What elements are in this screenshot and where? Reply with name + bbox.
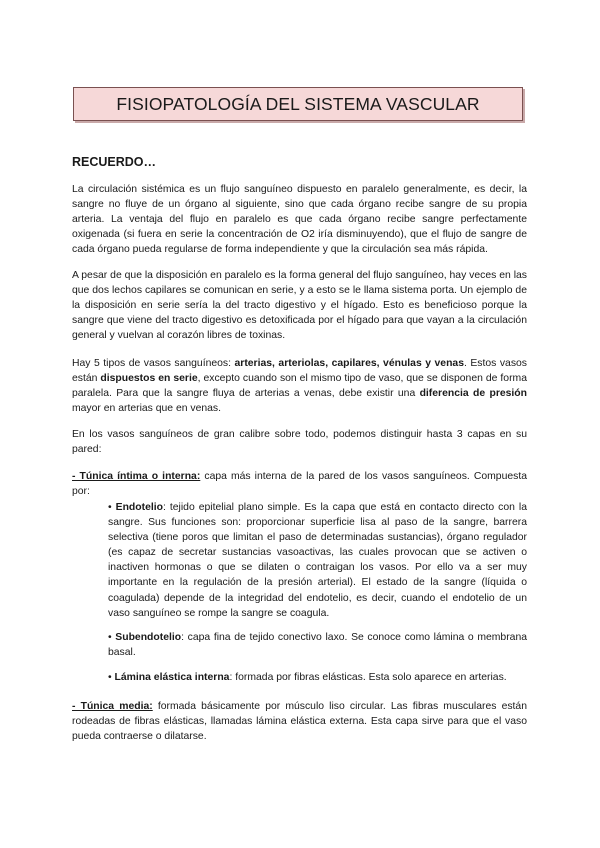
subendotelio-label: Subendotelio (115, 632, 182, 643)
bullet-endotelio (108, 500, 527, 621)
text-run: . Estos vasos están (72, 358, 527, 385)
text-run: , excepto cuando son el mismo tipo de vaso, que se disponen de forma paralela. Para que la sangre fluya de arterias a venas, debe existir una (72, 373, 527, 400)
paragraph-circulacion: La circulación sistémica es un flujo sanguíneo dispuesto en paralelo generalmente, es decir, la sangre no fluye de un órgano al siguiente, sino que cada órgano recibe sangre de su propia arteria. La ventaja del flujo en paralelo es que cada órgano recibe sangre perfectamente oxigenada (si fuera en serie la concentración de O2 iría disminuyendo), que el flujo de sangre de cada órgano pueda regularse de forma independiente y que la circulación sea más rápida. (72, 184, 527, 256)
tunica-intima-label (72, 471, 200, 482)
bold-run: dispuestos en serie (100, 373, 198, 385)
page-title: FISIOPATOLOGÍA DEL SISTEMA VASCULAR (116, 93, 480, 114)
paragraph-sistema-porta: A pesar de que la disposición en paralelo es la forma general del flujo sanguíneo, hay veces en las que dos lechos capilares se comunican en serie, y a esto se le llama sistema porta. Un ejemplo de la disposición en serie sería la del tracto digestivo y el hígado. Esto es beneficioso porque la sangre que viene del tracto digestivo es detoxificada por el hígado para que vayan a la circulación general y vuelvan al corazón libres de toxinas. (72, 270, 527, 342)
tunica-media-label (72, 701, 153, 712)
subendotelio-text: : capa fina de tejido conectivo laxo. Se conoce como lámina o membrana basal. (108, 632, 527, 659)
tunica-intima-label-text: - Túnica íntima o interna: (72, 471, 201, 482)
text-run: mayor en arterias que en venas. (72, 403, 222, 415)
bullet-lamina-elastica (108, 670, 527, 685)
paragraph-capas: En los vasos sanguíneos de gran calibre sobre todo, podemos distinguir hasta 3 capas en su pared: (72, 429, 527, 456)
bullet-icon: • (108, 502, 112, 513)
bold-run: diferencia de presión (419, 388, 528, 400)
bold-run: arterias, arteriolas, capilares, vénulas y venas (234, 358, 464, 369)
bullet-icon: • (108, 672, 112, 683)
tunica-media-label-text: - Túnica media: (72, 701, 153, 712)
paragraph-tunica-intima (72, 469, 527, 499)
text-run: Hay 5 tipos de vasos sanguíneos: (72, 358, 235, 369)
lamina-label: Lámina elástica interna (114, 672, 230, 683)
tunica-intima-text: capa más interna de la pared de los vasos sanguíneos. Compuesta por: (72, 471, 527, 498)
section-heading: RECUERDO… (72, 155, 157, 169)
endotelio-label: Endotelio (115, 502, 163, 513)
tunica-media-text: formada básicamente por músculo liso circular. Las fibras musculares están rodeadas de fibras elásticas, llamadas lámina elástica externa. Esta capa sirve para que el vaso pueda contraerse o dilatarse. (72, 701, 527, 743)
lamina-text: : formada por fibras elásticas. Esta solo aparece en arterias. (229, 672, 507, 683)
bullet-subendotelio (108, 630, 527, 660)
bullet-icon: • (108, 632, 112, 643)
endotelio-text: : tejido epitelial plano simple. Es la capa que está en contacto directo con la sangre. Sus funciones son: proporcionar superficie lisa al paso de la sangre, barrera selectiva (tiene poros que limitan el paso de determinadas sustancias), órgano regulador (es capaz de secretar sustancias vasoactivas, las cuales provocan que se activen o inactiven hormonas o que se dilaten o contraigan los vasos. Por ello va a ser muy importante en la regulación de la presión arterial). El estado de la sangre (líquida o coagulada) depende de la integridad del endotelio, es decir, cuando el endotelio de un vaso sanguíneo se rompe la sangre se coagula. (108, 502, 527, 619)
paragraph-tipos-vasos (72, 356, 527, 416)
title-box (73, 87, 523, 121)
paragraph-tunica-media (72, 699, 527, 744)
